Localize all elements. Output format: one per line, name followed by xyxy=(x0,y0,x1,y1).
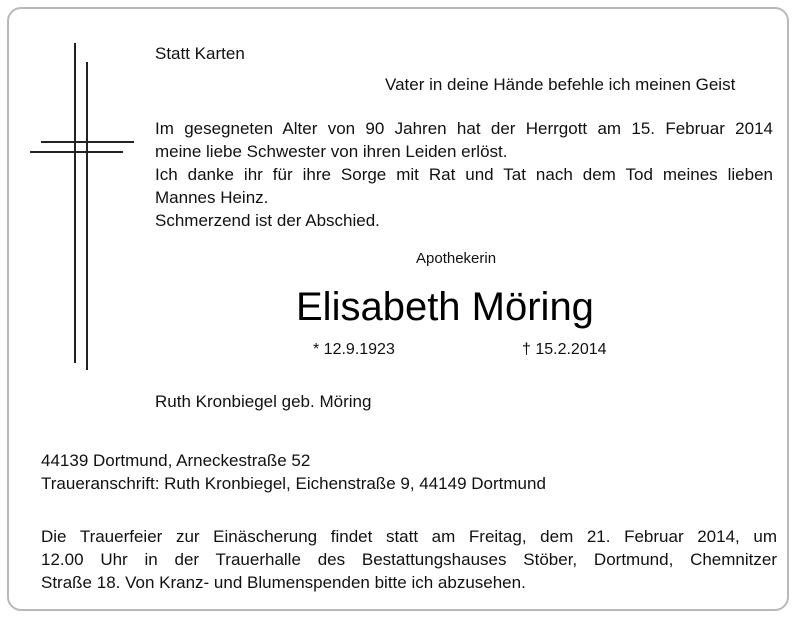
header-label: Statt Karten xyxy=(155,44,245,63)
service-line: 12.00 Uhr in der Trauerhalle des Bestattungshauses Stöber, Dortmund, Chemnitzer xyxy=(41,550,777,569)
birth-date: * 12.9.1923 xyxy=(313,341,395,358)
intro-line: Ich danke ihr für ihre Sorge mit Rat und Tat nach dem Tod meines lieben xyxy=(155,165,773,184)
address-line: 44139 Dortmund, Arneckestraße 52 xyxy=(41,451,311,470)
intro-line: Im gesegneten Alter von 90 Jahren hat der Herrgott am 15. Februar 2014 xyxy=(155,119,773,138)
intro-line: Schmerzend ist der Abschied. xyxy=(155,211,380,230)
service-line: Die Trauerfeier zur Einäscherung findet statt am Freitag, dem 21. Februar 2014, um xyxy=(41,527,777,546)
service-text xyxy=(41,525,777,594)
intro-line: Mannes Heinz. xyxy=(155,188,269,207)
deceased-title: Apothekerin xyxy=(416,250,497,267)
service-line: Straße 18. Von Kranz- und Blumenspenden bitte ich abzusehen. xyxy=(41,573,526,592)
mourning-address: Traueranschrift: Ruth Kronbiegel, Eichenstraße 9, 44149 Dortmund xyxy=(41,474,546,493)
intro-line: meine liebe Schwester von ihren Leiden erlöst. xyxy=(155,142,508,161)
intro-text xyxy=(155,117,773,232)
deceased-name: Elisabeth Möring xyxy=(296,285,594,329)
verse: Vater in deine Hände befehle ich meinen Geist xyxy=(385,75,736,94)
mourner-name: Ruth Kronbiegel geb. Möring xyxy=(155,392,372,411)
death-date: † 15.2.2014 xyxy=(522,341,607,358)
